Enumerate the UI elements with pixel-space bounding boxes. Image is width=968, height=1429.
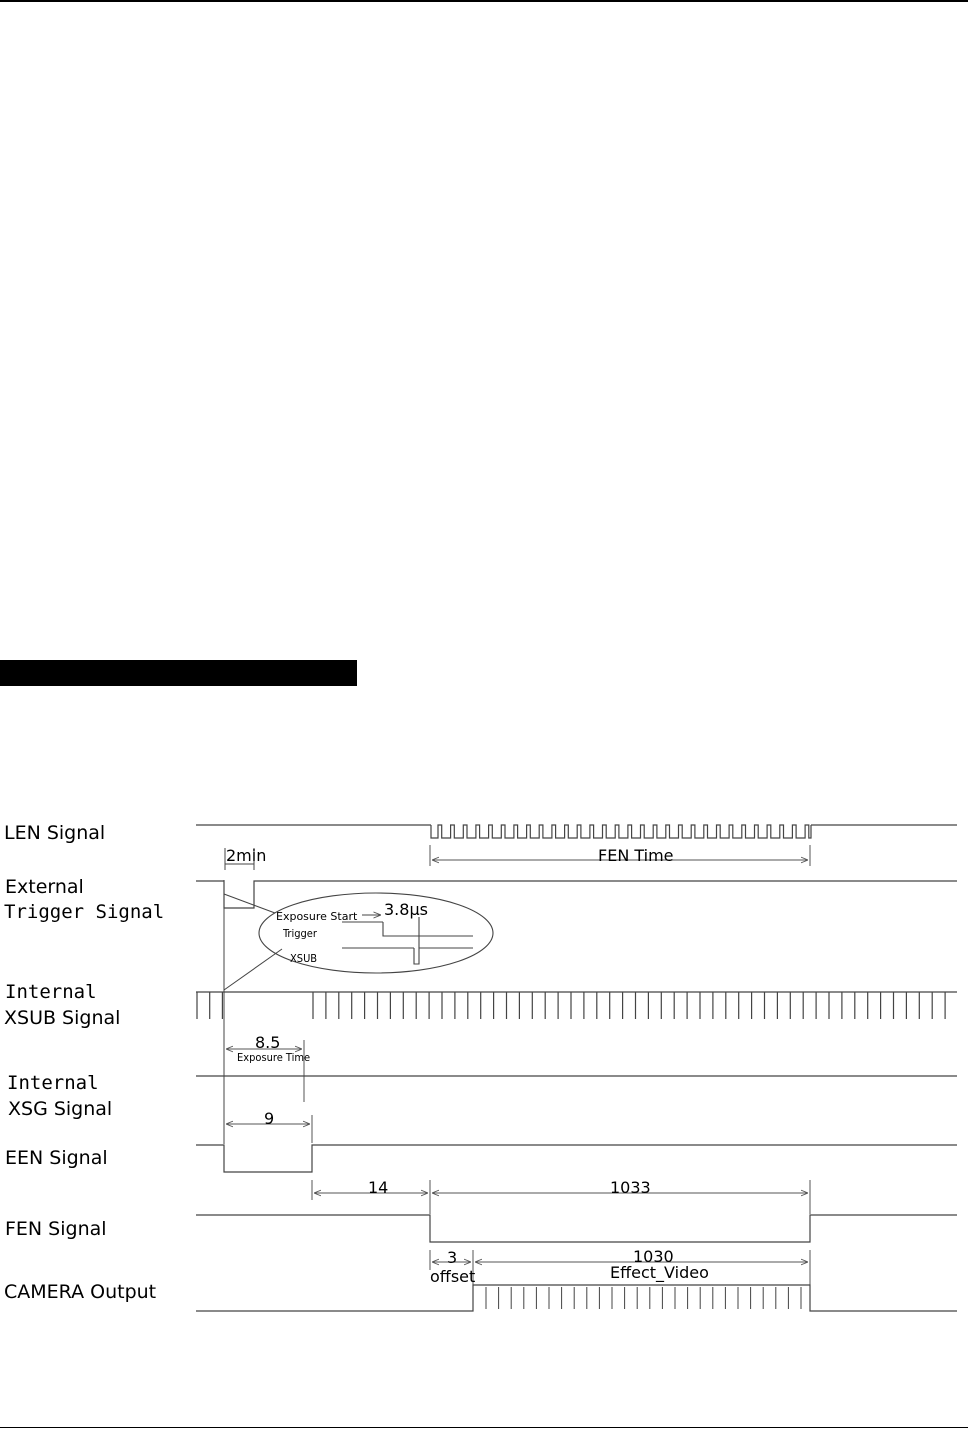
- min-width-label: 2min: [226, 846, 267, 865]
- zoom-trigger-label: Trigger: [283, 927, 317, 940]
- fen-length-label: 1033: [610, 1178, 651, 1197]
- exposure-value-label: 8.5: [255, 1033, 281, 1052]
- een-to-fen-label: 14: [368, 1178, 389, 1197]
- external-trigger-label-line2: Trigger Signal: [4, 901, 165, 923]
- een-signal-label: EEN Signal: [5, 1147, 108, 1169]
- len-waveform: [196, 825, 957, 838]
- xsg-label-line2: XSG Signal: [8, 1098, 113, 1120]
- xsg-duration-label: 9: [264, 1109, 275, 1128]
- fen-signal-label: FEN Signal: [5, 1218, 107, 1240]
- external-trigger-waveform: [196, 881, 957, 913]
- xsg-label-line1: Internal: [7, 1072, 99, 1094]
- offset-label: offset: [430, 1267, 476, 1286]
- fen-time-label: FEN Time: [598, 846, 674, 865]
- len-signal-label: LEN Signal: [4, 822, 106, 844]
- camera-output-waveform: [196, 1285, 957, 1311]
- fen-waveform: [196, 1215, 957, 1242]
- exposure-start-label: Exposure Start: [276, 910, 358, 923]
- xsub-waveform: [196, 992, 957, 1019]
- effect-video-label: Effect_Video: [610, 1263, 709, 1282]
- camera-output-label: CAMERA Output: [4, 1281, 157, 1303]
- delay-label: 3.8μs: [384, 900, 428, 919]
- zoom-xsub-label: XSUB: [290, 952, 318, 965]
- xsub-label-line1: Internal: [5, 981, 97, 1003]
- exposure-time-label: Exposure Time: [237, 1051, 311, 1064]
- offset-value-label: 3: [447, 1248, 458, 1267]
- effect-value-label: 1030: [633, 1247, 674, 1266]
- een-waveform: [196, 1145, 957, 1172]
- xsub-label-line2: XSUB Signal: [4, 1007, 121, 1029]
- trigger-zoom-callout: [224, 893, 493, 990]
- external-trigger-label-line1: External: [5, 876, 84, 898]
